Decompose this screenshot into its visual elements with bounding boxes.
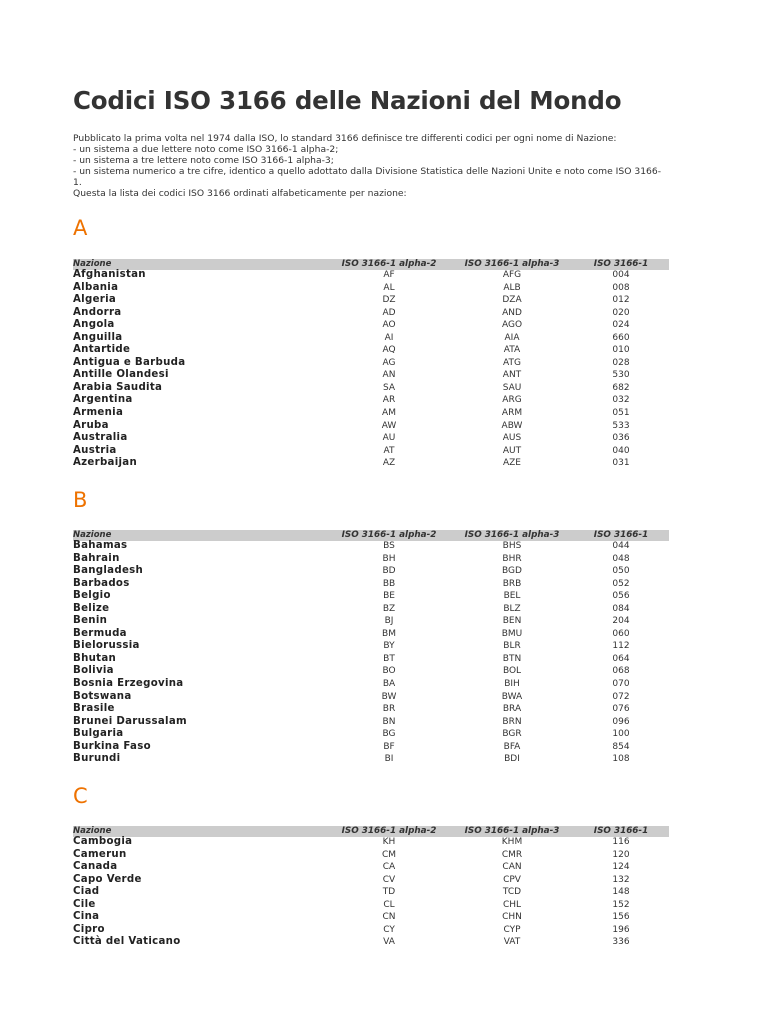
numeric-code: 148	[612, 887, 630, 898]
table-row	[73, 553, 669, 566]
country-name: Bahamas	[73, 540, 128, 551]
country-name: Argentina	[73, 394, 133, 406]
alpha3-code: BMU	[501, 628, 523, 639]
table-row	[73, 691, 669, 704]
alpha2-code: CN	[382, 912, 396, 923]
alpha2-code: SA	[382, 382, 396, 393]
alpha3-code: AND	[502, 307, 522, 318]
numeric-code: 196	[612, 924, 630, 935]
country-name: Bahrain	[73, 552, 120, 564]
page-title: Codici ISO 3166 delle Nazioni del Mondo	[73, 86, 622, 115]
alpha2-code: AG	[382, 357, 396, 368]
country-name: Bermuda	[73, 627, 127, 639]
section-letter: C	[73, 784, 88, 808]
alpha3-code: DZA	[502, 295, 522, 306]
alpha3-code: BLR	[503, 641, 521, 652]
table-row	[73, 565, 669, 578]
alpha3-code: CMR	[501, 849, 523, 860]
alpha2-code: CY	[383, 924, 395, 935]
table-row	[73, 420, 669, 433]
country-name: Canada	[73, 861, 118, 873]
alpha2-code: BJ	[384, 616, 394, 627]
alpha2-code: CL	[383, 899, 395, 910]
alpha2-code: BE	[383, 591, 395, 602]
section-letter: B	[73, 488, 88, 512]
table-row	[73, 665, 669, 678]
country-name: Cambogia	[73, 836, 133, 847]
country-name: Botswana	[73, 690, 132, 702]
table-row	[73, 457, 669, 470]
alpha3-code: BEN	[502, 616, 522, 627]
numeric-code: 112	[612, 641, 630, 652]
country-name: Capo Verde	[73, 873, 142, 885]
alpha2-code: BW	[381, 691, 397, 702]
country-name: Aruba	[73, 419, 109, 431]
alpha2-code: BN	[382, 716, 396, 727]
country-name: Barbados	[73, 577, 130, 589]
country-name: Burundi	[73, 753, 121, 765]
country-name: Cile	[73, 898, 96, 910]
country-name: Antartide	[73, 344, 131, 356]
numeric-code: 040	[612, 445, 630, 456]
numeric-code: 050	[612, 566, 630, 577]
numeric-code: 056	[612, 591, 630, 602]
numeric-code: 152	[612, 899, 630, 910]
alpha3-code: BFA	[503, 741, 521, 752]
table-row	[73, 911, 669, 924]
numeric-code: 336	[612, 937, 630, 948]
table-row	[73, 899, 669, 912]
numeric-code: 051	[612, 408, 630, 419]
header-alpha2: ISO 3166-1 alpha-2	[341, 826, 437, 836]
numeric-code: 064	[612, 653, 630, 664]
alpha2-code: BR	[382, 704, 396, 715]
alpha2-code: AM	[382, 408, 396, 419]
numeric-code: 156	[612, 912, 630, 923]
country-name: Anguilla	[73, 331, 123, 343]
table-row	[73, 319, 669, 332]
numeric-code: 024	[612, 320, 630, 331]
table-row	[73, 836, 669, 849]
country-name: Città del Vaticano	[73, 936, 181, 948]
alpha3-code: BIH	[504, 679, 520, 690]
alpha2-code: BG	[382, 729, 396, 740]
table-row	[73, 590, 669, 603]
alpha3-code: AZE	[502, 458, 521, 469]
alpha2-code: BF	[383, 741, 395, 752]
numeric-code: 096	[612, 716, 630, 727]
country-name: Camerun	[73, 848, 127, 860]
alpha2-code: BH	[382, 553, 396, 564]
table-row	[73, 307, 669, 320]
country-name: Australia	[73, 432, 128, 444]
table-row	[73, 382, 669, 395]
alpha3-code: BTN	[502, 653, 522, 664]
table-row	[73, 282, 669, 295]
alpha3-code: BLZ	[503, 603, 521, 614]
header-numeric: ISO 3166-1	[593, 826, 649, 836]
numeric-code: 070	[612, 679, 630, 690]
alpha2-code: CV	[382, 874, 396, 885]
intro-line: Questa la lista dei codici ISO 3166 ordinati alfabeticamente per nazione:	[73, 188, 407, 199]
alpha2-code: AN	[382, 370, 396, 381]
alpha2-code: BA	[382, 679, 396, 690]
alpha3-code: KHM	[501, 837, 523, 847]
numeric-code: 072	[612, 691, 630, 702]
header-nazione: Nazione	[73, 259, 112, 269]
alpha2-code: AL	[383, 282, 395, 293]
table-row	[73, 269, 669, 282]
alpha2-code: CM	[381, 849, 397, 860]
country-name: Andorra	[73, 306, 122, 318]
table-row	[73, 578, 669, 591]
alpha2-code: BY	[383, 641, 395, 652]
alpha2-code: KH	[382, 837, 396, 847]
table-row	[73, 741, 669, 754]
table-row	[73, 640, 669, 653]
numeric-code: 076	[612, 704, 630, 715]
table-row	[73, 394, 669, 407]
table-row	[73, 861, 669, 874]
alpha2-code: BT	[383, 653, 395, 664]
numeric-code: 120	[612, 849, 630, 860]
alpha2-code: AI	[384, 332, 394, 343]
alpha3-code: BHS	[502, 541, 522, 551]
country-name: Austria	[73, 444, 117, 456]
intro-line: - un sistema numerico a tre cifre, identico a quello adottato dalla Divisione Statistica delle Nazioni Unite e noto come ISO 3166-1.	[73, 166, 662, 188]
intro-line: - un sistema a tre lettere noto come ISO 3166-1 alpha-3;	[73, 155, 334, 166]
country-table	[73, 540, 669, 766]
alpha3-code: TCD	[502, 887, 522, 898]
alpha3-code: CYP	[503, 924, 521, 935]
country-name: Arabia Saudita	[73, 381, 163, 393]
country-name: Brunei Darussalam	[73, 715, 187, 727]
numeric-code: 084	[612, 603, 630, 614]
country-name: Antille Olandesi	[73, 369, 169, 381]
header-alpha2: ISO 3166-1 alpha-2	[341, 530, 437, 540]
table-row	[73, 344, 669, 357]
country-name: Bielorussia	[73, 640, 140, 652]
numeric-code: 031	[612, 458, 630, 469]
numeric-code: 204	[612, 616, 630, 627]
country-name: Cina	[73, 911, 100, 923]
alpha3-code: CPV	[503, 874, 521, 885]
table-row	[73, 332, 669, 345]
header-nazione: Nazione	[73, 530, 112, 540]
numeric-code: 028	[612, 357, 630, 368]
alpha2-code: AR	[382, 395, 396, 406]
header-numeric: ISO 3166-1	[593, 530, 649, 540]
country-name: Bolivia	[73, 665, 114, 677]
numeric-code: 854	[612, 741, 630, 752]
alpha3-code: ANT	[502, 370, 522, 381]
numeric-code: 100	[612, 729, 630, 740]
country-name: Cipro	[73, 923, 105, 935]
alpha3-code: BHR	[502, 553, 522, 564]
alpha3-code: BRN	[502, 716, 522, 727]
numeric-code: 533	[612, 420, 630, 431]
country-name: Bosnia Erzegovina	[73, 678, 184, 690]
numeric-code: 660	[612, 332, 630, 343]
table-row	[73, 369, 669, 382]
table-row	[73, 445, 669, 458]
alpha3-code: ARG	[502, 395, 522, 406]
alpha2-code: AQ	[382, 345, 396, 356]
alpha3-code: BRA	[502, 704, 522, 715]
alpha2-code: BI	[384, 754, 394, 765]
table-row	[73, 874, 669, 887]
table-row	[73, 653, 669, 666]
alpha2-code: AD	[382, 307, 396, 318]
alpha2-code: BS	[383, 541, 395, 551]
table-row	[73, 603, 669, 616]
table-row	[73, 936, 669, 949]
alpha3-code: CHN	[502, 912, 522, 923]
numeric-code: 048	[612, 553, 630, 564]
country-table	[73, 836, 669, 949]
alpha2-code: DZ	[382, 295, 396, 306]
alpha2-code: AO	[382, 320, 396, 331]
alpha3-code: BWA	[501, 691, 523, 702]
country-name: Bangladesh	[73, 565, 144, 577]
numeric-code: 068	[612, 666, 630, 677]
alpha3-code: AUS	[502, 433, 522, 444]
alpha2-code: AU	[382, 433, 396, 444]
table-row	[73, 432, 669, 445]
alpha2-code: TD	[382, 887, 396, 898]
alpha3-code: SAU	[502, 382, 522, 393]
country-table	[73, 269, 669, 470]
alpha2-code: BZ	[382, 603, 396, 614]
header-alpha3: ISO 3166-1 alpha-3	[464, 530, 560, 540]
numeric-code: 530	[612, 370, 630, 381]
country-name: Bhutan	[73, 652, 117, 664]
country-name: Bulgaria	[73, 728, 124, 740]
alpha2-code: AF	[383, 270, 395, 280]
header-nazione: Nazione	[73, 826, 112, 836]
alpha3-code: ALB	[503, 282, 521, 293]
alpha3-code: BEL	[503, 591, 521, 602]
alpha3-code: ARM	[501, 408, 523, 419]
country-name: Albania	[73, 281, 119, 293]
table-row	[73, 849, 669, 862]
numeric-code: 124	[612, 862, 630, 873]
country-name: Brasile	[73, 703, 115, 715]
alpha3-code: BOL	[502, 666, 522, 677]
table-row	[73, 728, 669, 741]
numeric-code: 036	[612, 433, 630, 444]
country-name: Belize	[73, 602, 110, 614]
alpha3-code: AIA	[504, 332, 520, 343]
table-row	[73, 615, 669, 628]
header-numeric: ISO 3166-1	[593, 259, 649, 269]
country-name: Benin	[73, 615, 108, 627]
numeric-code: 132	[612, 874, 630, 885]
header-alpha3: ISO 3166-1 alpha-3	[464, 259, 560, 269]
header-alpha3: ISO 3166-1 alpha-3	[464, 826, 560, 836]
country-name: Azerbaijan	[73, 457, 138, 469]
country-name: Angola	[73, 319, 115, 331]
numeric-code: 020	[612, 307, 630, 318]
alpha3-code: CAN	[502, 862, 522, 873]
country-name: Algeria	[73, 294, 117, 306]
country-name: Afghanistan	[73, 269, 146, 280]
alpha2-code: CA	[382, 862, 396, 873]
numeric-code: 108	[612, 754, 630, 765]
table-row	[73, 753, 669, 766]
alpha3-code: AFG	[502, 270, 522, 280]
alpha3-code: AGO	[501, 320, 523, 331]
numeric-code: 052	[612, 578, 630, 589]
alpha2-code: VA	[383, 937, 395, 948]
table-row	[73, 703, 669, 716]
numeric-code: 116	[612, 837, 630, 847]
numeric-code: 008	[612, 282, 630, 293]
numeric-code: 044	[612, 541, 630, 551]
intro-line: Pubblicato la prima volta nel 1974 dalla ISO, lo standard 3166 definisce tre differenti codici per ogni nome di Nazione:	[73, 133, 617, 144]
intro-line: - un sistema a due lettere noto come ISO 3166-1 alpha-2;	[73, 144, 339, 155]
alpha2-code: AZ	[382, 458, 396, 469]
alpha3-code: CHL	[502, 899, 522, 910]
alpha3-code: ATA	[503, 345, 521, 356]
alpha3-code: BRB	[502, 578, 522, 589]
intro-text	[73, 133, 669, 199]
country-name: Burkina Faso	[73, 740, 151, 752]
country-name: Armenia	[73, 407, 124, 419]
table-row	[73, 716, 669, 729]
numeric-code: 010	[612, 345, 630, 356]
table-row	[73, 357, 669, 370]
alpha3-code: ATG	[503, 357, 521, 368]
alpha2-code: BO	[382, 666, 396, 677]
alpha2-code: AT	[383, 445, 395, 456]
table-row	[73, 628, 669, 641]
alpha3-code: BGD	[502, 566, 522, 577]
country-name: Belgio	[73, 590, 111, 602]
alpha2-code: AW	[381, 420, 397, 431]
country-name: Ciad	[73, 886, 100, 898]
table-row	[73, 540, 669, 553]
table-row	[73, 294, 669, 307]
alpha3-code: VAT	[503, 937, 521, 948]
numeric-code: 682	[612, 382, 630, 393]
section-letter: A	[73, 216, 88, 240]
alpha3-code: BGR	[502, 729, 522, 740]
numeric-code: 032	[612, 395, 630, 406]
alpha2-code: BM	[382, 628, 396, 639]
table-row	[73, 678, 669, 691]
header-alpha2: ISO 3166-1 alpha-2	[341, 259, 437, 269]
numeric-code: 012	[612, 295, 630, 306]
alpha3-code: BDI	[504, 754, 520, 765]
alpha3-code: AUT	[502, 445, 522, 456]
numeric-code: 060	[612, 628, 630, 639]
alpha2-code: BD	[382, 566, 396, 577]
numeric-code: 004	[612, 270, 630, 280]
alpha3-code: ABW	[501, 420, 523, 431]
table-row	[73, 886, 669, 899]
country-name: Antigua e Barbuda	[73, 356, 186, 368]
table-row	[73, 924, 669, 937]
alpha2-code: BB	[382, 578, 396, 589]
table-row	[73, 407, 669, 420]
